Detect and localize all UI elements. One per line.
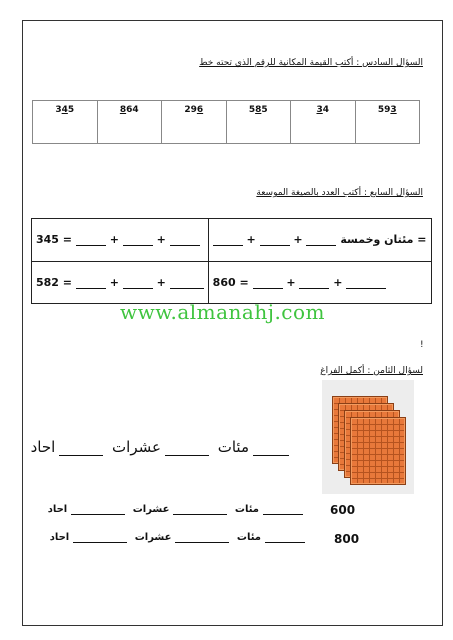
base-ten-blocks-image bbox=[322, 380, 414, 494]
q8-instruction: : أكمل الفراغ bbox=[320, 366, 374, 376]
expanded-number: 860 = bbox=[212, 275, 249, 289]
expanded-form-table bbox=[31, 218, 432, 304]
watermark: www.almanahj.com bbox=[120, 300, 326, 324]
place-value-row-800: مئات عشرات احاد bbox=[50, 532, 309, 543]
place-value-row-600: مئات عشرات احاد bbox=[48, 504, 307, 515]
number-cell[interactable]: 585 bbox=[226, 101, 291, 144]
example-number: 600 bbox=[330, 503, 356, 517]
expanded-cell[interactable]: 345 = + + bbox=[32, 219, 209, 262]
q8-heading bbox=[320, 366, 423, 376]
number-cell[interactable]: 345 bbox=[33, 101, 98, 144]
q6-heading-label: السؤال السادس bbox=[362, 58, 423, 68]
q7-heading-label: السؤال السابع bbox=[369, 188, 423, 198]
q6-heading bbox=[199, 58, 423, 68]
q7-heading bbox=[256, 188, 423, 198]
number-cell[interactable]: 34 bbox=[291, 101, 356, 144]
expanded-number: 345 = bbox=[36, 233, 73, 247]
expanded-cell[interactable]: 860 = + + bbox=[208, 261, 431, 304]
place-value-table bbox=[32, 100, 420, 144]
q7-instruction: : أكتب العدد بالصيغة الموسعة bbox=[256, 188, 370, 198]
q6-instruction: : أكتب القيمة المكانية للرقم الذي تحته خط bbox=[199, 58, 363, 68]
number-cell[interactable]: 864 bbox=[97, 101, 162, 144]
place-value-blanks-large: مئات عشرات احاد bbox=[31, 438, 293, 456]
expanded-number: = مئتان وخمسة bbox=[340, 233, 427, 247]
q8-heading-label: لسؤال الثامن bbox=[373, 366, 423, 376]
expanded-number: 582 = bbox=[36, 275, 73, 289]
expanded-cell[interactable]: 582 = + + bbox=[32, 261, 209, 304]
number-cell[interactable]: 296 bbox=[162, 101, 227, 144]
example-number: 800 bbox=[334, 532, 360, 546]
number-cell[interactable]: 593 bbox=[355, 101, 420, 144]
expanded-cell[interactable]: = مئتان وخمسة + + bbox=[208, 219, 431, 262]
stray-mark: ! bbox=[420, 340, 424, 350]
